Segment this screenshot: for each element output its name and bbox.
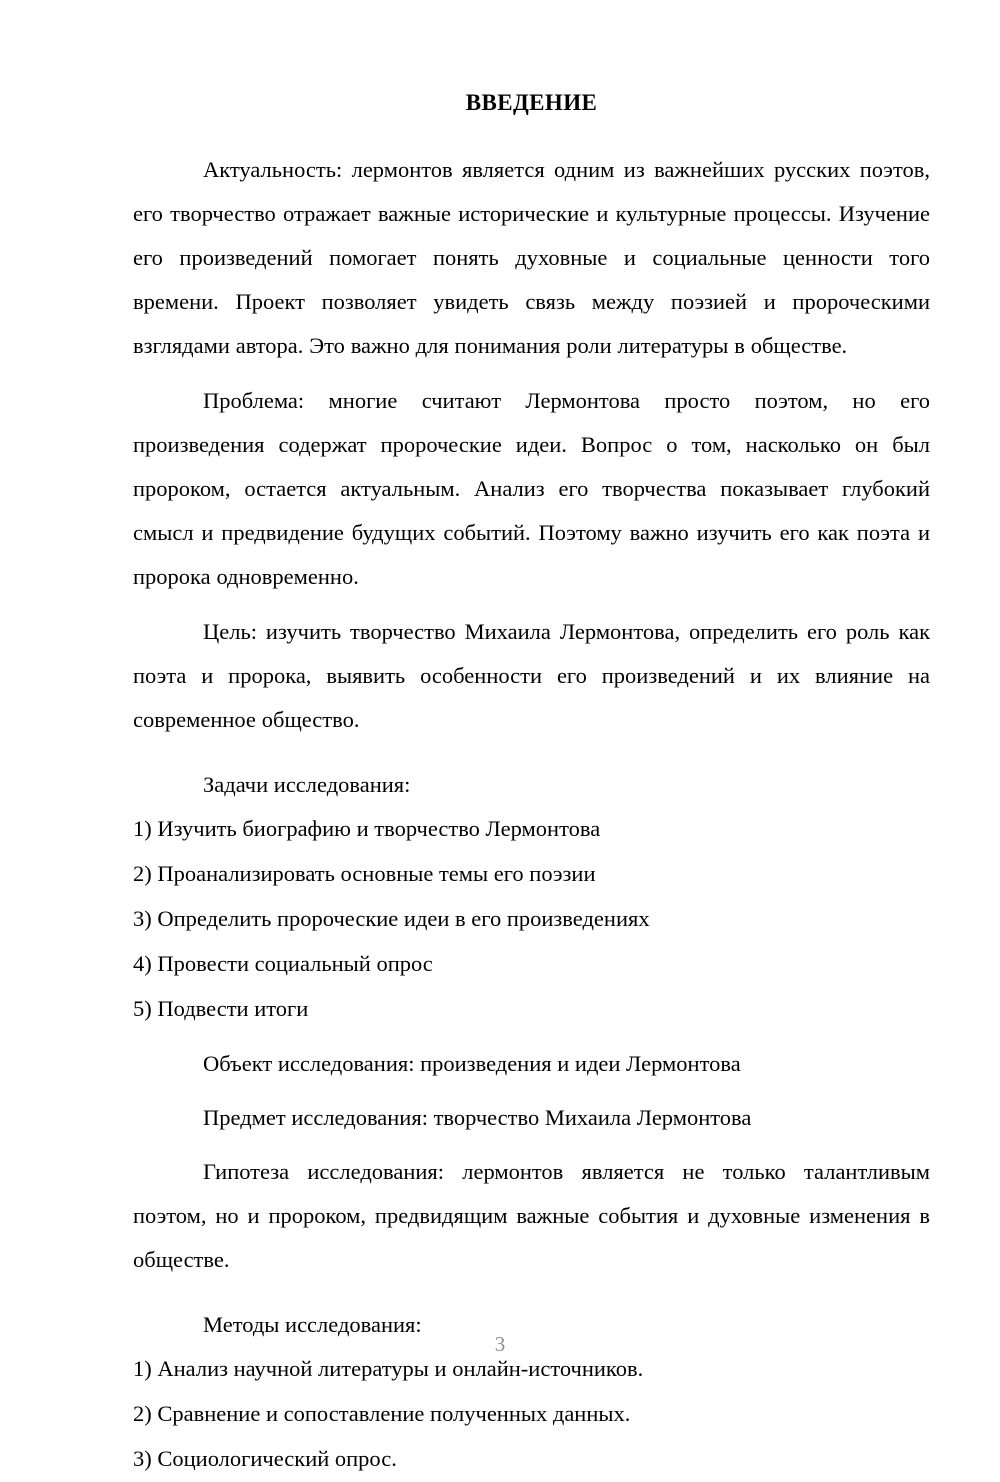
spacer xyxy=(133,1140,930,1150)
methods-heading: Методы исследования: xyxy=(203,1312,422,1337)
list-item: 1) Изучить биографию и творчество Лермонтова xyxy=(133,816,601,841)
list-item: 2) Проанализировать основные темы его поэзии xyxy=(133,861,596,886)
spacer xyxy=(133,1032,930,1042)
spacer xyxy=(133,1086,930,1096)
paragraph-hypothesis: Гипотеза исследования: лермонтов является не только талантливым поэтом, но и пророком, предвидящим важные события и духовные изменения в обществе. xyxy=(133,1159,930,1272)
object-of-research: Объект исследования: произведения и идеи Лермонтова xyxy=(203,1051,741,1076)
list-item: 5) Подвести итоги xyxy=(133,996,309,1021)
list-item: 3) Социологический опрос. xyxy=(133,1446,397,1471)
document-body xyxy=(133,88,930,1482)
list-item: 3) Определить пророческие идеи в его произведениях xyxy=(133,906,650,931)
list-item: 1) Анализ научной литературы и онлайн-источников. xyxy=(133,1356,644,1381)
paragraph-goal: Цель: изучить творчество Михаила Лермонтова, определить его роль как поэта и пророка, выявить особенности его произведений и их влияние на современное общество. xyxy=(133,619,930,732)
paragraph-problem: Проблема: многие считают Лермонтова просто поэтом, но его произведения содержат пророческие идеи. Вопрос о том, насколько он был пророком, остается актуальным. Анализ его творчества показывает глубокий смысл и предвидение будущих событий. Поэтому важно изучить его как поэта и пророка одновременно. xyxy=(133,388,930,589)
list-item: 4) Провести социальный опрос xyxy=(133,951,433,976)
methods-list xyxy=(133,1347,930,1481)
tasks-heading: Задачи исследования: xyxy=(203,772,411,797)
subject-of-research: Предмет исследования: творчество Михаила Лермонтова xyxy=(203,1105,752,1130)
spacer xyxy=(133,1293,930,1303)
paragraph-relevance: Актуальность: лермонтов является одним из важнейших русских поэтов, его творчество отражает важные исторические и культурные процессы. Изучение его произведений помогает понять духовные и социальные ценности того времени. Проект позволяет увидеть связь между поэзией и пророческими взглядами автора. Это важно для понимания роли литературы в обществе. xyxy=(133,157,930,358)
page-number: 3 xyxy=(494,1332,506,1356)
list-item: 2) Сравнение и сопоставление полученных данных. xyxy=(133,1401,631,1426)
tasks-list xyxy=(133,807,930,1031)
page-title: ВВЕДЕНИЕ xyxy=(465,90,598,115)
spacer xyxy=(133,753,930,763)
